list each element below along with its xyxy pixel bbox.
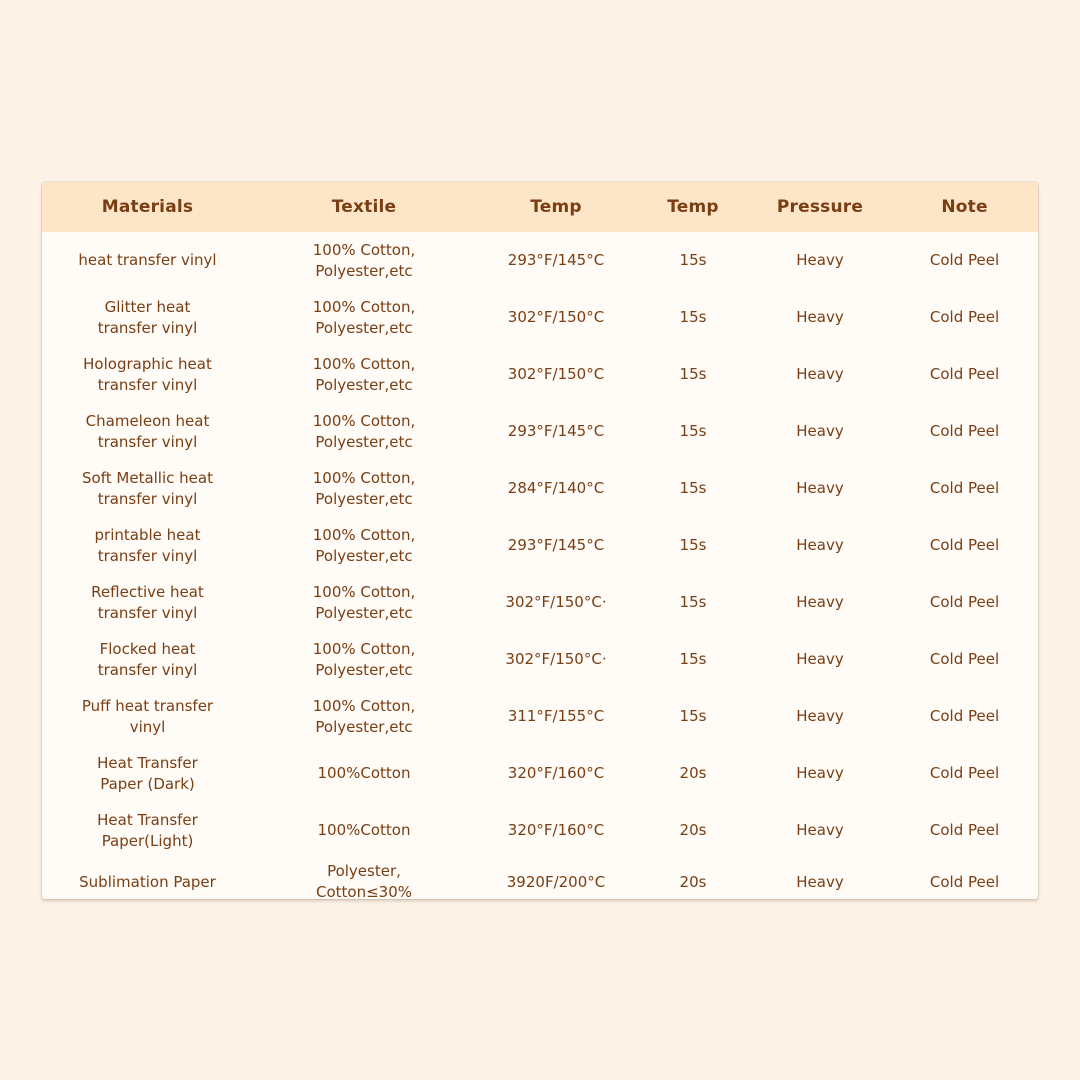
cell-note: Cold Peel [929, 308, 1000, 326]
cell-textile: 100% Cotton, Polyester,etc [312, 411, 416, 451]
cell-pressure: Heavy [796, 251, 844, 269]
cell-textile: 100%Cotton [317, 764, 411, 782]
cell-material: Glitter heat transfer vinyl [97, 297, 198, 337]
cell-temperature: 320°F/160°C [507, 821, 605, 839]
cell-time: 20s [679, 764, 707, 782]
header-temperature: Temp [530, 197, 582, 217]
table-row [42, 745, 1038, 802]
cell-time: 15s [679, 422, 707, 440]
cell-pressure: Heavy [796, 707, 844, 725]
cell-pressure: Heavy [796, 479, 844, 497]
table-row [42, 403, 1038, 460]
cell-note: Cold Peel [929, 821, 1000, 839]
table-row [42, 460, 1038, 517]
cell-note: Cold Peel [929, 479, 1000, 497]
cell-pressure: Heavy [796, 365, 844, 383]
cell-note: Cold Peel [929, 650, 1000, 668]
cell-material: Chameleon heat transfer vinyl [85, 411, 210, 451]
cell-pressure: Heavy [796, 872, 844, 891]
header-time: Temp [667, 197, 719, 217]
cell-material: Reflective heat transfer vinyl [91, 582, 204, 622]
cell-textile: 100% Cotton, Polyester,etc [312, 696, 416, 736]
cell-note: Cold Peel [929, 536, 1000, 554]
table-row [42, 574, 1038, 631]
cell-textile: Polyester, Cotton≤30% [315, 862, 412, 899]
table-row [42, 631, 1038, 688]
cell-time: 20s [679, 872, 707, 891]
cell-material: Puff heat transfer vinyl [81, 696, 214, 736]
cell-temperature: 302°F/150°C [507, 308, 605, 326]
cell-time: 15s [679, 536, 707, 554]
table-row [42, 346, 1038, 403]
header-textile: Textile [331, 197, 397, 217]
cell-temperature: 302°F/150°C [507, 365, 605, 383]
table-header [42, 182, 1038, 232]
table-row [42, 802, 1038, 859]
cell-pressure: Heavy [796, 650, 844, 668]
cell-note: Cold Peel [929, 764, 1000, 782]
cell-textile: 100% Cotton, Polyester,etc [312, 525, 416, 565]
cell-pressure: Heavy [796, 593, 844, 611]
cell-material: printable heat transfer vinyl [94, 525, 201, 565]
table-row [42, 859, 1038, 899]
cell-note: Cold Peel [929, 422, 1000, 440]
cell-temperature: 302°F/150°C· [505, 593, 607, 611]
cell-time: 15s [679, 365, 707, 383]
cell-textile: 100% Cotton, Polyester,etc [312, 582, 416, 622]
cell-textile: 100%Cotton [317, 821, 411, 839]
cell-temperature: 293°F/145°C [507, 251, 605, 269]
header-materials: Materials [101, 197, 194, 217]
cell-temperature: 311°F/155°C [507, 707, 605, 725]
cell-textile: 100% Cotton, Polyester,etc [312, 297, 416, 337]
header-note: Note [941, 197, 988, 217]
cell-time: 15s [679, 308, 707, 326]
heat-press-settings-table-card [42, 182, 1038, 899]
table-row [42, 517, 1038, 574]
cell-temperature: 293°F/145°C [507, 536, 605, 554]
cell-pressure: Heavy [796, 764, 844, 782]
cell-time: 15s [679, 251, 707, 269]
cell-pressure: Heavy [796, 308, 844, 326]
cell-note: Cold Peel [929, 365, 1000, 383]
cell-textile: 100% Cotton, Polyester,etc [312, 354, 416, 394]
cell-note: Cold Peel [929, 707, 1000, 725]
cell-temperature: 302°F/150°C· [505, 650, 607, 668]
cell-time: 15s [679, 650, 707, 668]
cell-note: Cold Peel [929, 872, 1000, 891]
cell-temperature: 284°F/140°C [507, 479, 605, 497]
cell-material: Heat Transfer Paper(Light) [97, 810, 198, 850]
cell-material: Soft Metallic heat transfer vinyl [82, 468, 213, 508]
cell-time: 15s [679, 593, 707, 611]
cell-textile: 100% Cotton, Polyester,etc [312, 240, 416, 280]
cell-temperature: 293°F/145°C [507, 422, 605, 440]
cell-time: 15s [679, 707, 707, 725]
cell-note: Cold Peel [929, 593, 1000, 611]
cell-textile: 100% Cotton, Polyester,etc [312, 468, 416, 508]
cell-temperature: 320°F/160°C [507, 764, 605, 782]
cell-material: Holographic heat transfer vinyl [83, 354, 212, 394]
cell-time: 20s [679, 821, 707, 839]
heat-press-settings-table [42, 182, 1038, 899]
table-row [42, 232, 1038, 289]
cell-temperature: 3920F/200°C [506, 872, 606, 891]
cell-textile: 100% Cotton, Polyester,etc [312, 639, 416, 679]
cell-pressure: Heavy [796, 536, 844, 554]
table-body [42, 232, 1038, 899]
cell-material: Flocked heat transfer vinyl [97, 639, 198, 679]
cell-material: heat transfer vinyl [78, 251, 217, 269]
cell-time: 15s [679, 479, 707, 497]
table-row [42, 289, 1038, 346]
header-pressure: Pressure [776, 197, 864, 217]
cell-material: Sublimation Paper [79, 872, 216, 891]
cell-pressure: Heavy [796, 821, 844, 839]
cell-note: Cold Peel [929, 251, 1000, 269]
cell-pressure: Heavy [796, 422, 844, 440]
table-header-row [42, 182, 1038, 232]
table-row [42, 688, 1038, 745]
cell-material: Heat Transfer Paper (Dark) [97, 753, 198, 793]
